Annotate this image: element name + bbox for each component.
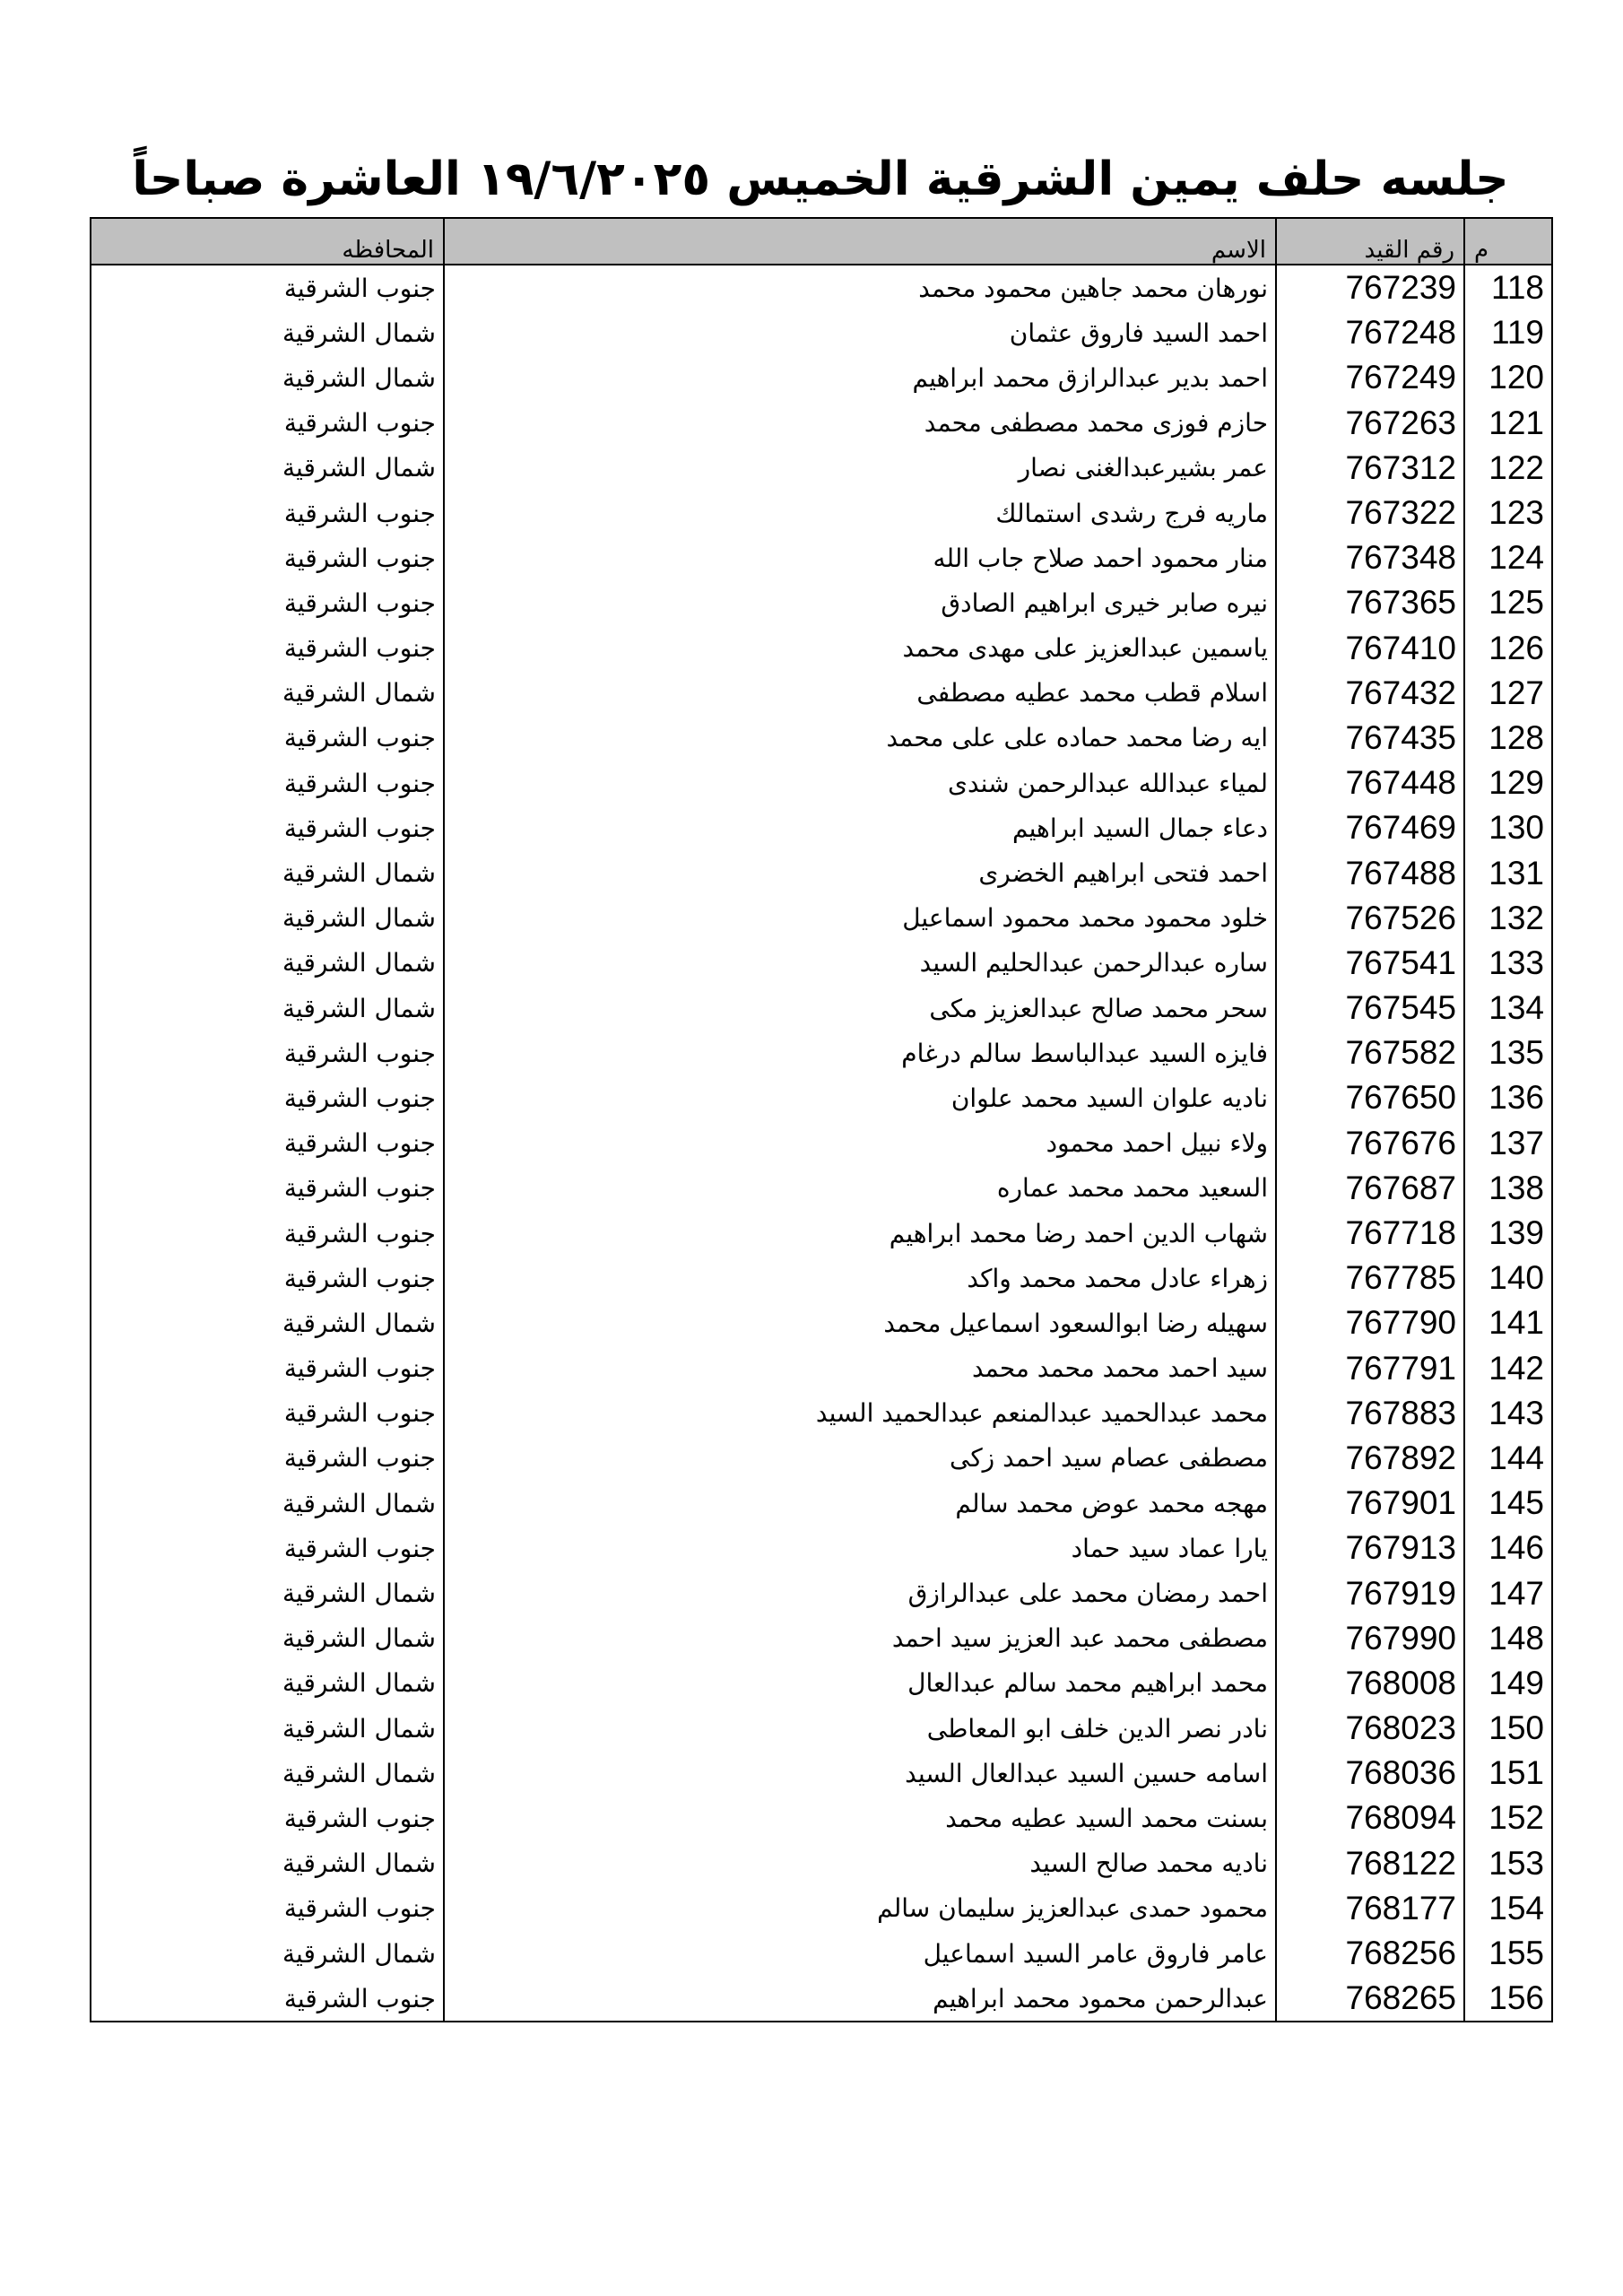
table-row (91, 1931, 1552, 1976)
cell-gov: شمال الشرقية (91, 850, 444, 895)
cell-num: 119 (1464, 310, 1552, 355)
cell-gov: جنوب الشرقية (91, 761, 444, 805)
cell-name: سهيله رضا ابوالسعود اسماعيل محمد (444, 1300, 1276, 1345)
cell-id: 767239 (1276, 265, 1464, 310)
cell-name: منار محمود احمد صلاح جاب الله (444, 535, 1276, 580)
cell-name: دعاء جمال السيد ابراهيم (444, 805, 1276, 850)
table-row (91, 1526, 1552, 1570)
cell-num: 130 (1464, 805, 1552, 850)
cell-name: نادر نصر الدين خلف ابو المعاطى (444, 1706, 1276, 1751)
cell-name: مصطفى عصام سيد احمد زكى (444, 1436, 1276, 1481)
cell-name: محمد عبدالحميد عبدالمنعم عبدالحميد السيد (444, 1391, 1276, 1436)
table-row (91, 1886, 1552, 1931)
cell-gov: جنوب الشرقية (91, 1121, 444, 1166)
cell-id: 767432 (1276, 671, 1464, 716)
cell-name: عامر فاروق عامر السيد اسماعيل (444, 1931, 1276, 1976)
cell-id: 767322 (1276, 491, 1464, 535)
cell-id: 768122 (1276, 1841, 1464, 1886)
cell-name: سيد احمد محمد محمد محمد (444, 1346, 1276, 1391)
table-row (91, 941, 1552, 986)
cell-id: 767676 (1276, 1121, 1464, 1166)
cell-gov: جنوب الشرقية (91, 1166, 444, 1211)
cell-gov: شمال الشرقية (91, 310, 444, 355)
cell-name: احمد بدير عبدالرازق محمد ابراهيم (444, 355, 1276, 400)
table-row (91, 265, 1552, 310)
table-header-row (91, 218, 1552, 265)
cell-id: 767469 (1276, 805, 1464, 850)
table-row (91, 850, 1552, 895)
table-row (91, 1256, 1552, 1300)
cell-id: 767312 (1276, 446, 1464, 491)
cell-id: 767545 (1276, 986, 1464, 1031)
cell-id: 768023 (1276, 1706, 1464, 1751)
cell-name: لمياء عبدالله عبدالرحمن شندى (444, 761, 1276, 805)
cell-id: 767687 (1276, 1166, 1464, 1211)
cell-name: ولاء نبيل احمد محمود (444, 1121, 1276, 1166)
cell-gov: جنوب الشرقية (91, 580, 444, 625)
cell-id: 767913 (1276, 1526, 1464, 1570)
table-row (91, 1300, 1552, 1345)
table-row (91, 491, 1552, 535)
cell-gov: شمال الشرقية (91, 1706, 444, 1751)
cell-name: احمد رمضان محمد على عبدالرازق (444, 1570, 1276, 1615)
cell-gov: جنوب الشرقية (91, 1346, 444, 1391)
cell-num: 136 (1464, 1075, 1552, 1120)
cell-name: عبدالرحمن محمود محمد ابراهيم (444, 1976, 1276, 2022)
cell-gov: شمال الشرقية (91, 1481, 444, 1526)
cell-name: ناديه محمد صالح السيد (444, 1841, 1276, 1886)
cell-gov: شمال الشرقية (91, 1751, 444, 1796)
cell-id: 767410 (1276, 626, 1464, 671)
cell-num: 122 (1464, 446, 1552, 491)
cell-id: 767892 (1276, 1436, 1464, 1481)
cell-num: 154 (1464, 1886, 1552, 1931)
cell-num: 156 (1464, 1976, 1552, 2022)
cell-gov: شمال الشرقية (91, 986, 444, 1031)
cell-name: ماريه فرج رشدى استمالك (444, 491, 1276, 535)
header-name: الاسم (444, 218, 1276, 265)
table-row (91, 1570, 1552, 1615)
cell-name: شهاب الدين احمد رضا محمد ابراهيم (444, 1211, 1276, 1256)
cell-num: 129 (1464, 761, 1552, 805)
cell-id: 767348 (1276, 535, 1464, 580)
cell-id: 767526 (1276, 896, 1464, 941)
cell-id: 768008 (1276, 1661, 1464, 1706)
cell-num: 128 (1464, 716, 1552, 761)
cell-id: 767785 (1276, 1256, 1464, 1300)
cell-num: 133 (1464, 941, 1552, 986)
cell-id: 767650 (1276, 1075, 1464, 1120)
cell-name: يارا عماد سيد حماد (444, 1526, 1276, 1570)
cell-name: السعيد محمد محمد عماره (444, 1166, 1276, 1211)
cell-id: 767718 (1276, 1211, 1464, 1256)
cell-id: 767919 (1276, 1570, 1464, 1615)
cell-gov: شمال الشرقية (91, 1570, 444, 1615)
cell-gov: شمال الشرقية (91, 896, 444, 941)
table-row (91, 1706, 1552, 1751)
cell-name: نيره صابر خيرى ابراهيم الصادق (444, 580, 1276, 625)
cell-gov: جنوب الشرقية (91, 716, 444, 761)
cell-num: 139 (1464, 1211, 1552, 1256)
cell-num: 127 (1464, 671, 1552, 716)
table-row (91, 580, 1552, 625)
table-row (91, 1976, 1552, 2022)
cell-name: محمد ابراهيم محمد سالم عبدالعال (444, 1661, 1276, 1706)
cell-name: ناديه علوان السيد محمد علوان (444, 1075, 1276, 1120)
cell-num: 137 (1464, 1121, 1552, 1166)
cell-name: اسلام قطب محمد عطيه مصطفى (444, 671, 1276, 716)
cell-name: ايه رضا محمد حماده على على محمد (444, 716, 1276, 761)
cell-name: ياسمين عبدالعزيز على مهدى محمد (444, 626, 1276, 671)
cell-gov: جنوب الشرقية (91, 626, 444, 671)
cell-id: 767541 (1276, 941, 1464, 986)
table-row (91, 626, 1552, 671)
cell-num: 131 (1464, 850, 1552, 895)
cell-name: نورهان محمد جاهين محمود محمد (444, 265, 1276, 310)
cell-num: 148 (1464, 1616, 1552, 1661)
cell-gov: جنوب الشرقية (91, 1796, 444, 1840)
table-row (91, 1121, 1552, 1166)
cell-id: 768256 (1276, 1931, 1464, 1976)
cell-id: 767263 (1276, 401, 1464, 446)
cell-id: 767791 (1276, 1346, 1464, 1391)
cell-gov: شمال الشرقية (91, 1661, 444, 1706)
cell-gov: شمال الشرقية (91, 941, 444, 986)
cell-num: 153 (1464, 1841, 1552, 1886)
cell-gov: جنوب الشرقية (91, 1526, 444, 1570)
table-row (91, 1661, 1552, 1706)
cell-num: 132 (1464, 896, 1552, 941)
table-row (91, 1481, 1552, 1526)
table-body (91, 265, 1552, 2022)
cell-num: 155 (1464, 1931, 1552, 1976)
table-row (91, 805, 1552, 850)
cell-num: 126 (1464, 626, 1552, 671)
cell-name: محمود حمدى عبدالعزيز سليمان سالم (444, 1886, 1276, 1931)
cell-gov: جنوب الشرقية (91, 1391, 444, 1436)
table-row (91, 1436, 1552, 1481)
cell-id: 767248 (1276, 310, 1464, 355)
cell-num: 147 (1464, 1570, 1552, 1615)
cell-gov: جنوب الشرقية (91, 265, 444, 310)
cell-gov: جنوب الشرقية (91, 1256, 444, 1300)
cell-gov: شمال الشرقية (91, 1841, 444, 1886)
cell-name: ساره عبدالرحمن عبدالحليم السيد (444, 941, 1276, 986)
cell-num: 138 (1464, 1166, 1552, 1211)
cell-gov: شمال الشرقية (91, 671, 444, 716)
cell-id: 768265 (1276, 1976, 1464, 2022)
table-row (91, 446, 1552, 491)
cell-num: 151 (1464, 1751, 1552, 1796)
cell-id: 767990 (1276, 1616, 1464, 1661)
cell-gov: جنوب الشرقية (91, 1436, 444, 1481)
cell-num: 125 (1464, 580, 1552, 625)
cell-num: 134 (1464, 986, 1552, 1031)
table-row (91, 1031, 1552, 1075)
cell-name: مهجه محمد عوض محمد سالم (444, 1481, 1276, 1526)
table-row (91, 986, 1552, 1031)
header-id: رقم القيد (1276, 218, 1464, 265)
table-row (91, 1841, 1552, 1886)
table-row (91, 310, 1552, 355)
table-row (91, 896, 1552, 941)
cell-num: 124 (1464, 535, 1552, 580)
cell-id: 768036 (1276, 1751, 1464, 1796)
cell-name: فايزه السيد عبدالباسط سالم درغام (444, 1031, 1276, 1075)
table-row (91, 1075, 1552, 1120)
cell-num: 135 (1464, 1031, 1552, 1075)
cell-num: 123 (1464, 491, 1552, 535)
cell-id: 767249 (1276, 355, 1464, 400)
table-row (91, 671, 1552, 716)
cell-name: مصطفى محمد عبد العزيز سيد احمد (444, 1616, 1276, 1661)
table-row (91, 1796, 1552, 1840)
cell-name: بسنت محمد السيد عطيه محمد (444, 1796, 1276, 1840)
table-row (91, 535, 1552, 580)
cell-id: 767582 (1276, 1031, 1464, 1075)
cell-name: احمد السيد فاروق عثمان (444, 310, 1276, 355)
cell-id: 767790 (1276, 1300, 1464, 1345)
cell-gov: جنوب الشرقية (91, 1976, 444, 2022)
cell-num: 121 (1464, 401, 1552, 446)
table-row (91, 355, 1552, 400)
cell-id: 767488 (1276, 850, 1464, 895)
table-row (91, 761, 1552, 805)
header-gov: المحافظه (91, 218, 444, 265)
candidates-table (90, 217, 1553, 2022)
table-row (91, 1391, 1552, 1436)
cell-name: احمد فتحى ابراهيم الخضرى (444, 850, 1276, 895)
cell-id: 768177 (1276, 1886, 1464, 1931)
header-num: م (1464, 218, 1552, 265)
cell-id: 767365 (1276, 580, 1464, 625)
cell-gov: جنوب الشرقية (91, 805, 444, 850)
cell-name: اسامه حسين السيد عبدالعال السيد (444, 1751, 1276, 1796)
cell-gov: جنوب الشرقية (91, 1886, 444, 1931)
cell-gov: شمال الشرقية (91, 355, 444, 400)
table-row (91, 1346, 1552, 1391)
cell-name: حازم فوزى محمد مصطفى محمد (444, 401, 1276, 446)
cell-gov: شمال الشرقية (91, 1616, 444, 1661)
page-title: جلسه حلف يمين الشرقية الخميس ١٩/٦/٢٠٢٥ العاشرة صباحاً (132, 152, 1509, 206)
cell-name: سحر محمد صالح عبدالعزيز مكى (444, 986, 1276, 1031)
cell-gov: جنوب الشرقية (91, 491, 444, 535)
cell-num: 150 (1464, 1706, 1552, 1751)
cell-num: 145 (1464, 1481, 1552, 1526)
cell-id: 767448 (1276, 761, 1464, 805)
cell-gov: جنوب الشرقية (91, 1211, 444, 1256)
table-row (91, 1751, 1552, 1796)
cell-num: 120 (1464, 355, 1552, 400)
cell-num: 118 (1464, 265, 1552, 310)
cell-num: 152 (1464, 1796, 1552, 1840)
cell-gov: شمال الشرقية (91, 1931, 444, 1976)
table-row (91, 1211, 1552, 1256)
table-row (91, 1166, 1552, 1211)
cell-gov: شمال الشرقية (91, 1300, 444, 1345)
cell-name: عمر بشيرعبدالغنى نصار (444, 446, 1276, 491)
cell-num: 149 (1464, 1661, 1552, 1706)
cell-gov: شمال الشرقية (91, 446, 444, 491)
table-row (91, 1616, 1552, 1661)
cell-num: 143 (1464, 1391, 1552, 1436)
cell-num: 142 (1464, 1346, 1552, 1391)
cell-num: 141 (1464, 1300, 1552, 1345)
cell-id: 768094 (1276, 1796, 1464, 1840)
cell-gov: جنوب الشرقية (91, 401, 444, 446)
cell-num: 146 (1464, 1526, 1552, 1570)
cell-id: 767883 (1276, 1391, 1464, 1436)
cell-gov: جنوب الشرقية (91, 1075, 444, 1120)
cell-num: 144 (1464, 1436, 1552, 1481)
cell-name: زهراء عادل محمد محمد واكد (444, 1256, 1276, 1300)
table-row (91, 401, 1552, 446)
cell-num: 140 (1464, 1256, 1552, 1300)
table-row (91, 716, 1552, 761)
cell-id: 767435 (1276, 716, 1464, 761)
cell-gov: جنوب الشرقية (91, 1031, 444, 1075)
cell-gov: جنوب الشرقية (91, 535, 444, 580)
cell-name: خلود محمود محمد محمود اسماعيل (444, 896, 1276, 941)
cell-id: 767901 (1276, 1481, 1464, 1526)
